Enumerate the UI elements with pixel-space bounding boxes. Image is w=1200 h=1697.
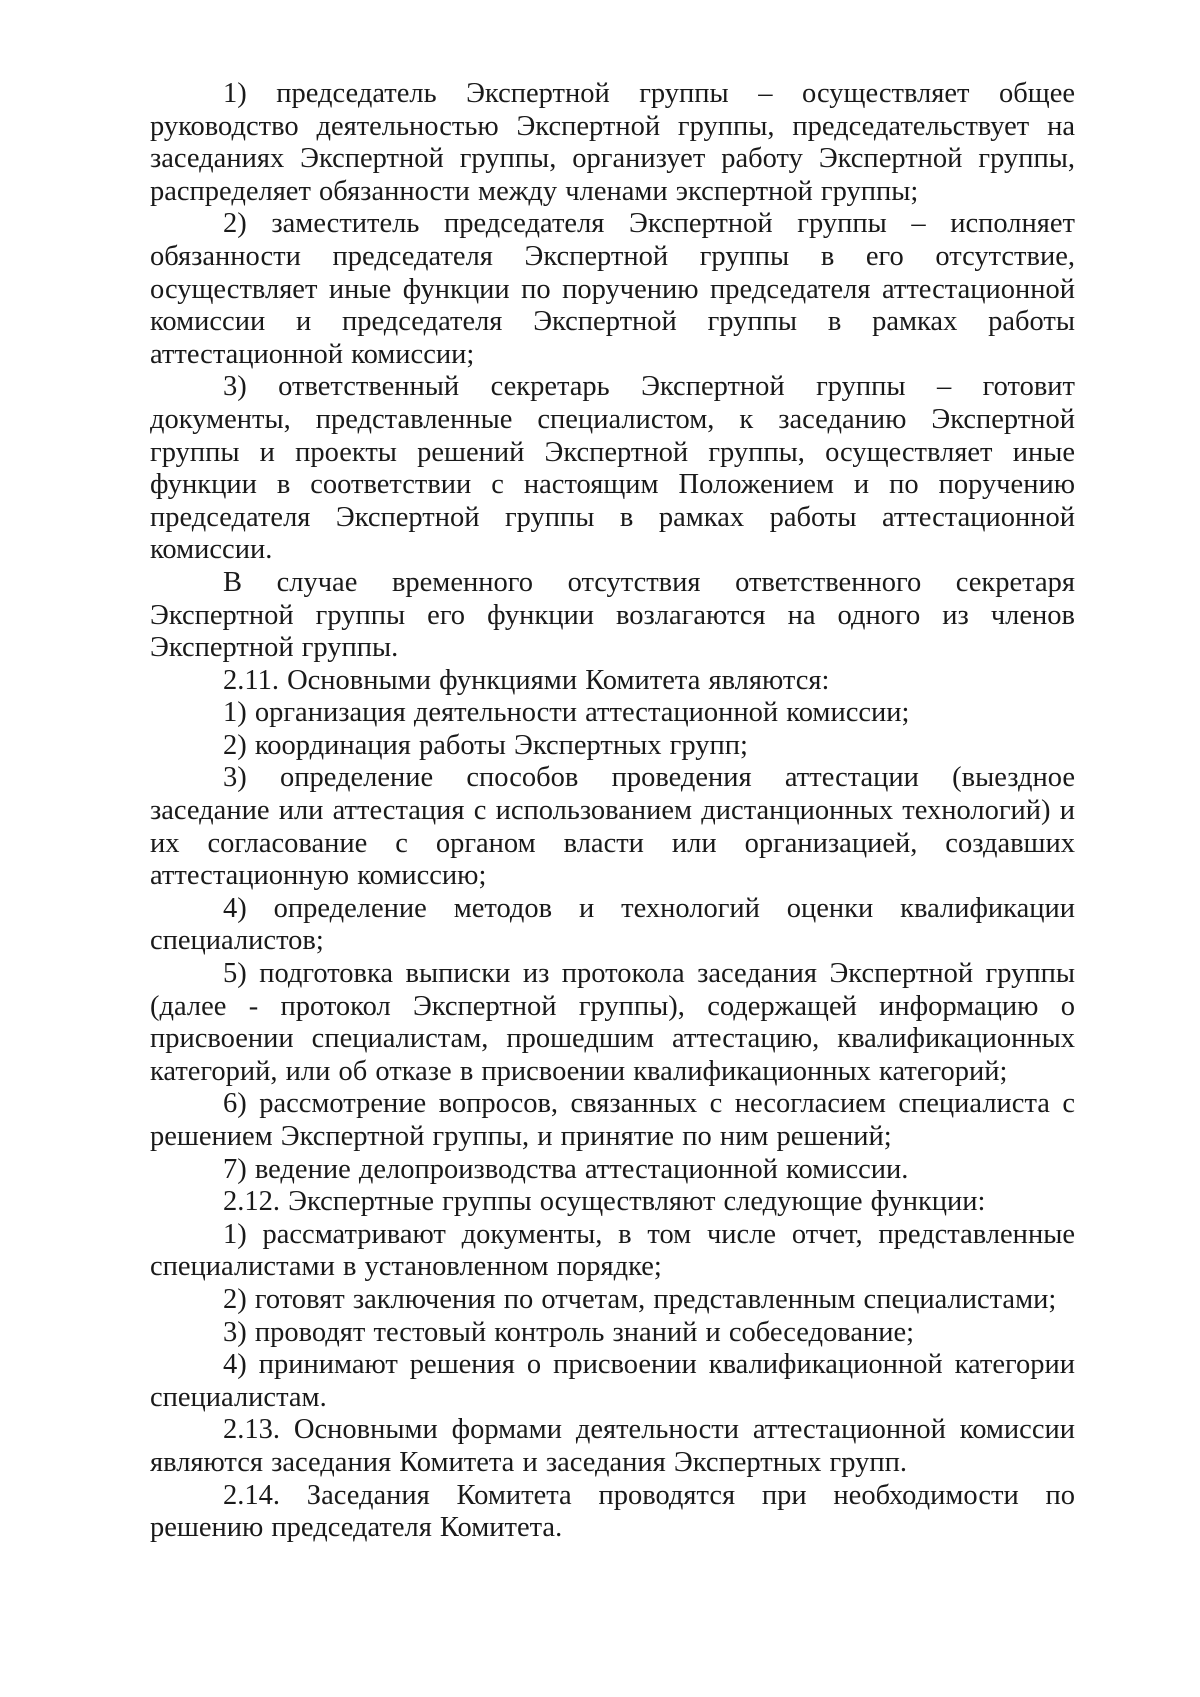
paragraph-2-13: 2.13. Основными формами деятельности аттестационной комиссии являются заседания Комитета и заседания Экспертных групп.	[150, 1414, 1075, 1478]
paragraph-2-12-heading: 2.12. Экспертные группы осуществляют следующие функции:	[223, 1186, 986, 1218]
paragraph-secretary-duties: 3) ответственный секретарь Экспертной группы – готовит документы, представленные специалистом, к заседанию Экспертной группы и проекты решений Экспертной группы, осуществляет иные функции в соответствии с настоящим Положением и по поручению председателя Экспертной группы в рамках работы аттестационной комиссии.	[150, 371, 1075, 566]
paragraph-secretary-absence: В случае временного отсутствия ответственного секретаря Экспертной группы его функции возлагаются на одного из членов Экспертной группы.	[150, 566, 1075, 664]
paragraph-2-12-item-1: 1) рассматривают документы, в том числе отчет, представленные специалистами в установленном порядке;	[150, 1218, 1075, 1283]
paragraph-2-12-item-4: 4) принимают решения о присвоении квалификационной категории специалистам.	[150, 1349, 1075, 1413]
paragraph-2-11-item-2: 2) координация работы Экспертных групп;	[223, 729, 748, 761]
paragraph-2-11-item-7: 7) ведение делопроизводства аттестационной комиссии.	[223, 1153, 909, 1185]
paragraph-2-11-heading: 2.11. Основными функциями Комитета являются:	[223, 664, 830, 696]
paragraph-2-14: 2.14. Заседания Комитета проводятся при необходимости по решению председателя Комитета.	[150, 1479, 1075, 1544]
paragraph-2-12-item-2: 2) готовят заключения по отчетам, представленным специалистами;	[223, 1283, 1057, 1315]
paragraph-2-11-item-4: 4) определение методов и технологий оценки квалификации специалистов;	[150, 892, 1075, 957]
paragraph-deputy-chairman-duties: 2) заместитель председателя Экспертной группы – исполняет обязанности председателя Экспертной группы в его отсутствие, осуществляет иные функции по поручению председателя аттестационной комиссии и председателя Экспертной группы в рамках работы аттестационной комиссии;	[150, 208, 1075, 370]
paragraph-2-11-item-6: 6) рассмотрение вопросов, связанных с несогласием специалиста с решением Экспертной группы, и принятие по ним решений;	[150, 1088, 1075, 1152]
paragraph-2-12-item-3: 3) проводят тестовый контроль знаний и собеседование;	[223, 1316, 915, 1348]
paragraph-chairman-duties: 1) председатель Экспертной группы – осуществляет общее руководство деятельностью Экспертной группы, председательствует на заседаниях Экспертной группы, организует работу Экспертной группы, распределяет обязанности между членами экспертной группы;	[150, 78, 1075, 207]
paragraph-2-11-item-3: 3) определение способов проведения аттестации (выездное заседание или аттестация с использованием дистанционных технологий) и их согласование с органом власти или организацией, создавших аттестационную комиссию;	[150, 762, 1075, 892]
document-body	[150, 78, 1075, 1545]
paragraph-2-11-item-1: 1) организация деятельности аттестационной комиссии;	[223, 697, 910, 729]
paragraph-2-11-item-5: 5) подготовка выписки из протокола заседания Экспертной группы (далее - протокол Экспертной группы), содержащей информацию о присвоении специалистам, прошедшим аттестацию, квалификационных категорий, или об отказе в присвоении квалификационных категорий;	[150, 958, 1075, 1087]
